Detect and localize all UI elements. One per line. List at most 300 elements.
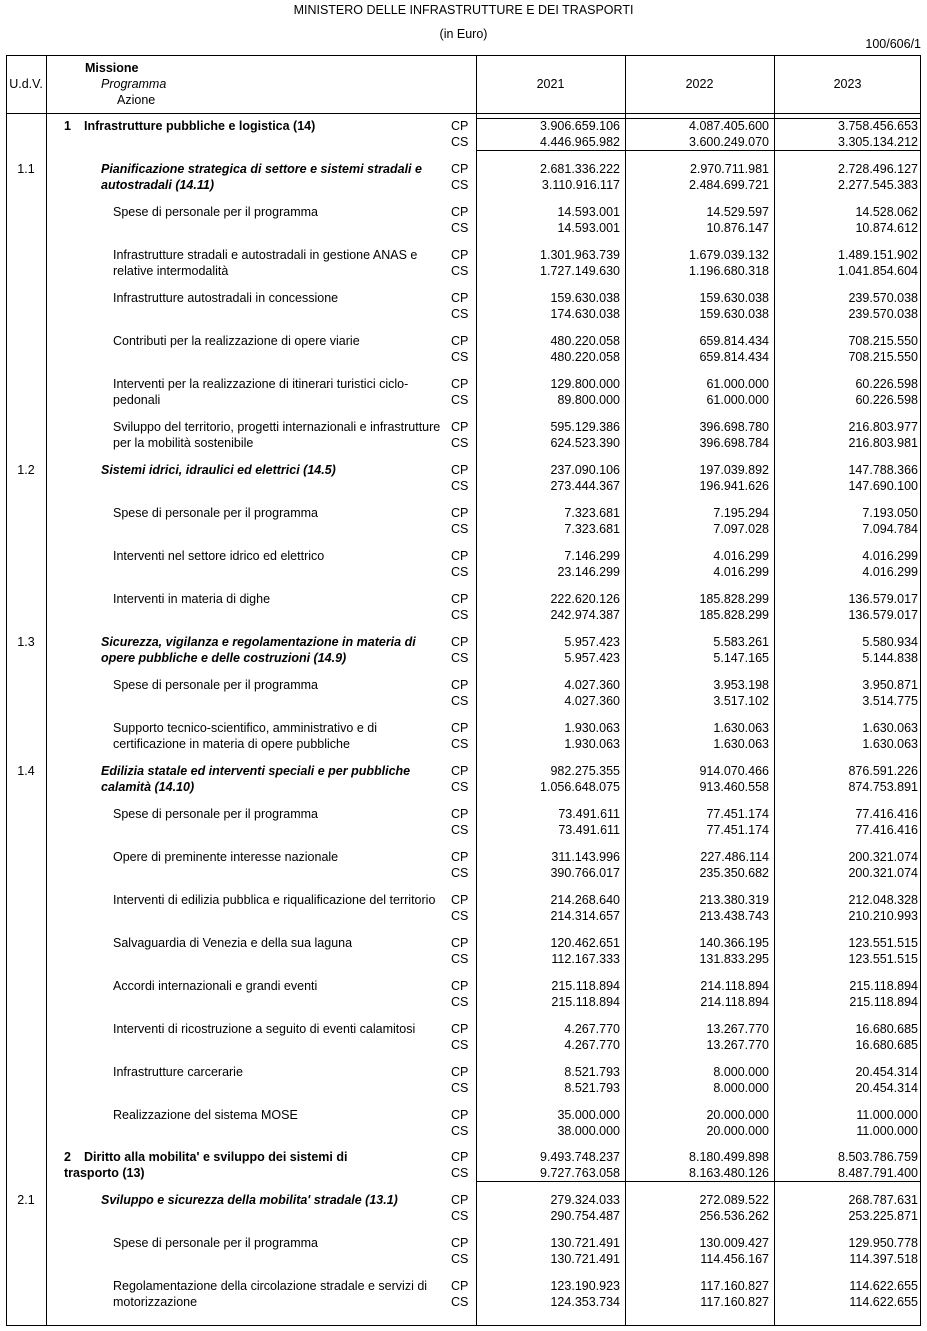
cs-value: 210.210.993 xyxy=(848,908,918,923)
year-value-cell xyxy=(848,463,918,494)
cs-value: 214.118.894 xyxy=(700,994,769,1009)
year-value-cell xyxy=(550,1236,620,1267)
year-value-cell xyxy=(699,463,769,494)
year-value-cell xyxy=(699,420,769,451)
cp-cs-labels xyxy=(451,850,468,881)
cs-value: 61.000.000 xyxy=(706,392,769,407)
year-value-cell xyxy=(848,764,918,795)
year-value-cell xyxy=(689,248,769,279)
azione-label: Contributi per la realizzazione di opere viarie xyxy=(113,334,360,348)
year-value-cell xyxy=(838,248,918,279)
year-value-cell xyxy=(550,850,620,881)
cs-label: CS xyxy=(451,1251,469,1266)
table-row xyxy=(0,420,927,454)
azione-label: Spese di personale per il programma xyxy=(113,1236,318,1250)
cp-cs-labels xyxy=(451,807,468,838)
cp-cs-labels xyxy=(451,678,468,709)
table-row xyxy=(0,1150,927,1184)
header-missione: Missione xyxy=(85,61,139,75)
cp-label: CP xyxy=(451,1065,469,1079)
cp-value: 9.493.748.237 xyxy=(540,1150,620,1164)
table-row xyxy=(0,1279,927,1313)
cp-label: CP xyxy=(451,420,469,434)
cs-value: 8.521.793 xyxy=(564,1080,620,1095)
year-value-cell xyxy=(699,936,769,967)
cp-value: 77.416.416 xyxy=(855,807,918,821)
year-value-cell xyxy=(838,162,918,193)
cp-label: CP xyxy=(451,807,469,821)
cp-cs-labels xyxy=(451,979,468,1010)
cs-value: 290.754.487 xyxy=(550,1208,620,1223)
cs-value: 1.727.149.630 xyxy=(540,263,620,278)
cp-value: 215.118.894 xyxy=(849,979,918,993)
cs-value: 213.438.743 xyxy=(699,908,769,923)
header-programma: Programma xyxy=(101,77,167,91)
cs-value: 8.163.480.126 xyxy=(689,1165,769,1180)
cp-label: CP xyxy=(451,979,469,993)
year-value-cell xyxy=(848,1193,918,1224)
cs-value: 16.680.685 xyxy=(855,1037,918,1052)
year-value-cell xyxy=(558,807,620,838)
year-value-cell xyxy=(862,678,918,709)
programma-label: Sicurezza, vigilanza e regolamentazione in materia di opere pubbliche e delle costruzioni (14.9) xyxy=(101,635,416,665)
year-value-cell xyxy=(856,1108,918,1139)
table-row xyxy=(0,506,927,540)
azione-label: Realizzazione del sistema MOSE xyxy=(113,1108,298,1122)
cp-value: 659.814.434 xyxy=(699,334,769,348)
cp-cs-labels xyxy=(451,162,468,193)
year-value-cell xyxy=(557,205,620,236)
azione-label: Supporto tecnico-scientifico, amministrativo e di certificazione in materia di opere pubbliche xyxy=(113,721,378,751)
cp-cs-labels xyxy=(451,463,468,494)
cp-value: 1.679.039.132 xyxy=(689,248,769,262)
azione-label: Interventi nel settore idrico ed elettrico xyxy=(113,549,325,563)
cs-value: 242.974.387 xyxy=(550,607,620,622)
year-value-cell xyxy=(550,893,620,924)
year-value-cell xyxy=(848,334,918,365)
cp-value: 216.803.977 xyxy=(848,420,918,434)
cs-value: 3.305.134.212 xyxy=(838,134,918,149)
year-value-cell xyxy=(862,635,918,666)
cp-value: 239.570.038 xyxy=(848,291,918,305)
cp-value: 4.087.405.600 xyxy=(689,119,769,133)
cp-value: 7.323.681 xyxy=(564,506,620,520)
cp-label: CP xyxy=(451,463,469,477)
cp-label: CP xyxy=(451,635,469,649)
year-value-cell xyxy=(550,334,620,365)
cs-value: 5.144.838 xyxy=(862,650,918,665)
cp-label: CP xyxy=(451,721,469,735)
year-value-cell xyxy=(689,1150,769,1181)
year-value-cell xyxy=(550,936,620,967)
cs-label: CS xyxy=(451,177,469,192)
year-value-cell xyxy=(550,291,620,322)
year-value-cell xyxy=(564,506,620,537)
cp-label: CP xyxy=(451,893,469,907)
missione-title: Infrastrutture pubbliche e logistica (14) xyxy=(84,119,316,133)
cs-value: 215.118.894 xyxy=(551,994,620,1009)
year-value-cell xyxy=(540,119,620,150)
cs-value: 708.215.550 xyxy=(848,349,918,364)
udv-code: 1.1 xyxy=(17,162,35,176)
table-row xyxy=(0,377,927,411)
cs-label: CS xyxy=(451,220,469,235)
cp-cs-labels xyxy=(451,506,468,537)
cp-cs-labels xyxy=(451,635,468,666)
cs-value: 1.056.648.075 xyxy=(540,779,620,794)
azione-label: Spese di personale per il programma xyxy=(113,678,318,692)
currency-note: (in Euro) xyxy=(439,27,488,41)
cp-value: 147.788.366 xyxy=(848,463,918,477)
table-row xyxy=(0,248,927,282)
cp-cs-labels xyxy=(451,248,468,279)
year-value-cell xyxy=(550,463,620,494)
year-value-cell xyxy=(706,807,769,838)
cp-label: CP xyxy=(451,1108,469,1122)
year-value-cell xyxy=(862,506,918,537)
header-azione: Azione xyxy=(117,93,156,107)
cp-value: 268.787.631 xyxy=(848,1193,918,1207)
programma-label: Sviluppo e sicurezza della mobilita' stradale (13.1) xyxy=(101,1193,398,1207)
cp-label: CP xyxy=(451,119,469,133)
cp-value: 5.580.934 xyxy=(862,635,918,649)
cs-value: 124.353.734 xyxy=(550,1294,620,1309)
cs-value: 4.016.299 xyxy=(862,564,918,579)
cp-value: 279.324.033 xyxy=(550,1193,620,1207)
header-year-2023: 2023 xyxy=(833,77,862,91)
cp-value: 1.630.063 xyxy=(713,721,769,735)
document-code: 100/606/1 xyxy=(865,37,921,51)
cs-label: CS xyxy=(451,607,469,622)
azione-label: Infrastrutture stradali e autostradali in gestione ANAS e relative intermodalità xyxy=(113,248,418,278)
year-value-cell xyxy=(706,1108,769,1139)
cs-value: 4.027.360 xyxy=(564,693,620,708)
year-value-cell xyxy=(706,377,769,408)
cp-label: CP xyxy=(451,592,469,606)
cp-value: 61.000.000 xyxy=(706,377,769,391)
azione-label: Accordi internazionali e grandi eventi xyxy=(113,979,318,993)
cs-label: CS xyxy=(451,1208,469,1223)
cs-value: 13.267.770 xyxy=(706,1037,769,1052)
cp-cs-labels xyxy=(451,1279,468,1310)
year-value-cell xyxy=(550,592,620,623)
cs-value: 659.814.434 xyxy=(699,349,769,364)
year-value-cell xyxy=(699,850,769,881)
year-value-cell xyxy=(862,721,918,752)
cp-value: 3.953.198 xyxy=(713,678,769,692)
header-udv: U.d.V. xyxy=(9,77,43,91)
cp-value: 222.620.126 xyxy=(550,592,620,606)
cs-value: 11.000.000 xyxy=(856,1123,918,1138)
cs-value: 196.941.626 xyxy=(699,478,769,493)
table-row xyxy=(0,635,927,669)
cs-value: 4.016.299 xyxy=(713,564,769,579)
udv-code: 1.4 xyxy=(17,764,35,778)
azione-label: Interventi per la realizzazione di itinerari turistici ciclo-pedonali xyxy=(113,377,409,407)
year-value-cell xyxy=(849,1279,918,1310)
cp-label: CP xyxy=(451,764,469,778)
cs-value: 215.118.894 xyxy=(849,994,918,1009)
cs-value: 23.146.299 xyxy=(557,564,620,579)
udv-code: 2.1 xyxy=(17,1193,35,1207)
cp-value: 123.551.515 xyxy=(848,936,918,950)
year-value-cell xyxy=(848,592,918,623)
cs-label: CS xyxy=(451,951,469,966)
cp-value: 14.593.001 xyxy=(557,205,620,219)
cp-label: CP xyxy=(451,377,469,391)
cp-value: 1.489.151.902 xyxy=(838,248,918,262)
cs-value: 20.000.000 xyxy=(706,1123,769,1138)
missione-number: 1 xyxy=(64,119,71,133)
cs-value: 1.196.680.318 xyxy=(689,263,769,278)
cp-value: 227.486.114 xyxy=(700,850,769,864)
cs-value: 1.930.063 xyxy=(564,736,620,751)
cp-value: 14.528.062 xyxy=(855,205,918,219)
cp-cs-labels xyxy=(451,1193,468,1224)
year-value-cell xyxy=(848,936,918,967)
cs-value: 8.000.000 xyxy=(713,1080,769,1095)
cs-value: 480.220.058 xyxy=(550,349,620,364)
cs-value: 1.041.854.604 xyxy=(838,263,918,278)
cp-value: 77.451.174 xyxy=(706,807,769,821)
year-value-cell xyxy=(848,893,918,924)
cs-value: 112.167.333 xyxy=(551,951,620,966)
cp-value: 11.000.000 xyxy=(856,1108,918,1122)
cp-value: 480.220.058 xyxy=(550,334,620,348)
cp-value: 5.957.423 xyxy=(564,635,620,649)
missione-label xyxy=(64,119,404,135)
cp-value: 1.301.963.739 xyxy=(540,248,620,262)
cs-value: 7.323.681 xyxy=(564,521,620,536)
cp-cs-labels xyxy=(451,291,468,322)
header-divider xyxy=(6,113,921,114)
cs-value: 2.277.545.383 xyxy=(838,177,918,192)
cp-label: CP xyxy=(451,936,469,950)
cs-value: 114.456.167 xyxy=(700,1251,769,1266)
cp-label: CP xyxy=(451,1236,469,1250)
cs-value: 8.487.791.400 xyxy=(838,1165,918,1180)
table-row xyxy=(0,850,927,884)
cs-label: CS xyxy=(451,994,469,1009)
cp-value: 130.721.491 xyxy=(550,1236,620,1250)
year-value-cell xyxy=(848,850,918,881)
year-value-cell xyxy=(540,162,620,193)
cp-value: 1.630.063 xyxy=(862,721,918,735)
year-value-cell xyxy=(855,1065,918,1096)
year-value-cell xyxy=(700,979,769,1010)
cp-label: CP xyxy=(451,1279,469,1293)
programma-label: Pianificazione strategica di settore e sistemi stradali e autostradali (14.11) xyxy=(101,162,422,192)
year-value-cell xyxy=(551,979,620,1010)
cs-label: CS xyxy=(451,1037,469,1052)
cs-label: CS xyxy=(451,1080,469,1095)
year-value-cell xyxy=(550,1193,620,1224)
year-value-cell xyxy=(550,420,620,451)
year-value-cell xyxy=(713,506,769,537)
cp-cs-labels xyxy=(451,334,468,365)
cp-label: CP xyxy=(451,549,469,563)
cp-value: 123.190.923 xyxy=(550,1279,620,1293)
cs-label: CS xyxy=(451,435,469,450)
year-value-cell xyxy=(540,248,620,279)
cs-label: CS xyxy=(451,693,469,708)
cp-value: 130.009.427 xyxy=(699,1236,769,1250)
table-row xyxy=(0,463,927,497)
cp-value: 4.016.299 xyxy=(862,549,918,563)
table-row xyxy=(0,979,927,1013)
year-value-cell xyxy=(855,1022,918,1053)
cp-cs-labels xyxy=(451,205,468,236)
year-value-cell xyxy=(564,678,620,709)
cs-value: 235.350.682 xyxy=(699,865,769,880)
cs-value: 216.803.981 xyxy=(848,435,918,450)
year-value-cell xyxy=(713,721,769,752)
table-row xyxy=(0,1022,927,1056)
year-value-cell xyxy=(699,334,769,365)
cp-value: 73.491.611 xyxy=(558,807,620,821)
cs-value: 73.491.611 xyxy=(558,822,620,837)
year-value-cell xyxy=(700,1279,769,1310)
cs-label: CS xyxy=(451,564,469,579)
azione-label: Spese di personale per il programma xyxy=(113,506,318,520)
year-value-cell xyxy=(848,420,918,451)
cp-value: 914.070.466 xyxy=(699,764,769,778)
cp-value: 5.583.261 xyxy=(713,635,769,649)
cs-value: 10.876.147 xyxy=(706,220,769,235)
cp-value: 7.193.050 xyxy=(862,506,918,520)
cp-value: 212.048.328 xyxy=(848,893,918,907)
cp-cs-labels xyxy=(451,592,468,623)
cs-label: CS xyxy=(451,1123,469,1138)
cp-value: 7.195.294 xyxy=(713,506,769,520)
azione-label: Opere di preminente interesse nazionale xyxy=(113,850,339,864)
cs-value: 114.622.655 xyxy=(849,1294,918,1309)
year-value-cell xyxy=(838,1150,918,1181)
header-year-2021: 2021 xyxy=(536,77,565,91)
cp-label: CP xyxy=(451,1150,469,1164)
year-value-cell xyxy=(557,1108,620,1139)
table-row xyxy=(0,291,927,325)
cs-value: 874.753.891 xyxy=(848,779,918,794)
year-value-cell xyxy=(855,377,918,408)
year-value-cell xyxy=(699,291,769,322)
cp-value: 8.521.793 xyxy=(564,1065,620,1079)
cs-value: 14.593.001 xyxy=(557,220,620,235)
cs-label: CS xyxy=(451,822,469,837)
year-value-cell xyxy=(855,205,918,236)
cp-value: 200.321.074 xyxy=(848,850,918,864)
cp-cs-labels xyxy=(451,1150,468,1181)
cs-label: CS xyxy=(451,392,469,407)
udv-code: 1.2 xyxy=(17,463,35,477)
cp-value: 708.215.550 xyxy=(848,334,918,348)
cs-value: 159.630.038 xyxy=(699,306,769,321)
year-value-cell xyxy=(557,549,620,580)
cp-value: 4.027.360 xyxy=(564,678,620,692)
cs-value: 273.444.367 xyxy=(550,478,620,493)
cs-value: 200.321.074 xyxy=(848,865,918,880)
year-value-cell xyxy=(713,635,769,666)
cp-value: 8.180.499.898 xyxy=(689,1150,769,1164)
year-value-cell xyxy=(564,721,620,752)
cp-value: 2.970.711.981 xyxy=(689,162,769,176)
cs-value: 174.630.038 xyxy=(550,306,620,321)
cp-label: CP xyxy=(451,678,469,692)
table-row xyxy=(0,721,927,755)
cp-label: CP xyxy=(451,162,469,176)
cs-value: 390.766.017 xyxy=(550,865,620,880)
cp-label: CP xyxy=(451,291,469,305)
missione-total-divider xyxy=(476,1181,921,1182)
cs-value: 253.225.871 xyxy=(848,1208,918,1223)
year-value-cell xyxy=(862,549,918,580)
year-value-cell xyxy=(564,635,620,666)
cs-value: 147.690.100 xyxy=(848,478,918,493)
cs-label: CS xyxy=(451,349,469,364)
table-row xyxy=(0,119,927,153)
cp-cs-labels xyxy=(451,420,468,451)
year-value-cell xyxy=(848,1236,918,1267)
cp-cs-labels xyxy=(451,893,468,924)
cs-value: 5.957.423 xyxy=(564,650,620,665)
cs-value: 77.416.416 xyxy=(855,822,918,837)
year-value-cell xyxy=(838,119,918,150)
table-row xyxy=(0,764,927,798)
year-value-cell xyxy=(699,1236,769,1267)
cp-value: 114.622.655 xyxy=(849,1279,918,1293)
cp-value: 20.454.314 xyxy=(855,1065,918,1079)
cp-cs-labels xyxy=(451,721,468,752)
cs-value: 256.536.262 xyxy=(699,1208,769,1223)
year-value-cell xyxy=(713,1065,769,1096)
azione-label: Interventi in materia di dighe xyxy=(113,592,271,606)
year-value-cell xyxy=(849,979,918,1010)
cp-cs-labels xyxy=(451,1065,468,1096)
table-row xyxy=(0,1108,927,1142)
cp-value: 197.039.892 xyxy=(699,463,769,477)
udv-code: 1.3 xyxy=(17,635,35,649)
cp-value: 3.950.871 xyxy=(862,678,918,692)
cp-value: 136.579.017 xyxy=(848,592,918,606)
cs-value: 10.874.612 xyxy=(855,220,918,235)
cs-label: CS xyxy=(451,779,469,794)
cp-label: CP xyxy=(451,1193,469,1207)
cp-value: 8.503.786.759 xyxy=(838,1150,918,1164)
cs-value: 131.833.295 xyxy=(699,951,769,966)
cp-value: 272.089.522 xyxy=(699,1193,769,1207)
year-value-cell xyxy=(689,162,769,193)
year-value-cell xyxy=(848,291,918,322)
azione-label: Salvaguardia di Venezia e della sua laguna xyxy=(113,936,353,950)
cs-value: 9.727.763.058 xyxy=(540,1165,620,1180)
cs-value: 89.800.000 xyxy=(557,392,620,407)
table-row xyxy=(0,592,927,626)
year-value-cell xyxy=(699,1193,769,1224)
cp-value: 876.591.226 xyxy=(848,764,918,778)
cp-value: 214.118.894 xyxy=(700,979,769,993)
cp-value: 60.226.598 xyxy=(855,377,918,391)
cs-value: 117.160.827 xyxy=(700,1294,769,1309)
cp-value: 4.016.299 xyxy=(713,549,769,563)
cp-cs-labels xyxy=(451,764,468,795)
year-value-cell xyxy=(550,377,620,408)
cp-value: 14.529.597 xyxy=(706,205,769,219)
cs-label: CS xyxy=(451,736,469,751)
cp-label: CP xyxy=(451,334,469,348)
year-value-cell xyxy=(699,764,769,795)
cs-value: 214.314.657 xyxy=(550,908,620,923)
cp-value: 214.268.640 xyxy=(550,893,620,907)
